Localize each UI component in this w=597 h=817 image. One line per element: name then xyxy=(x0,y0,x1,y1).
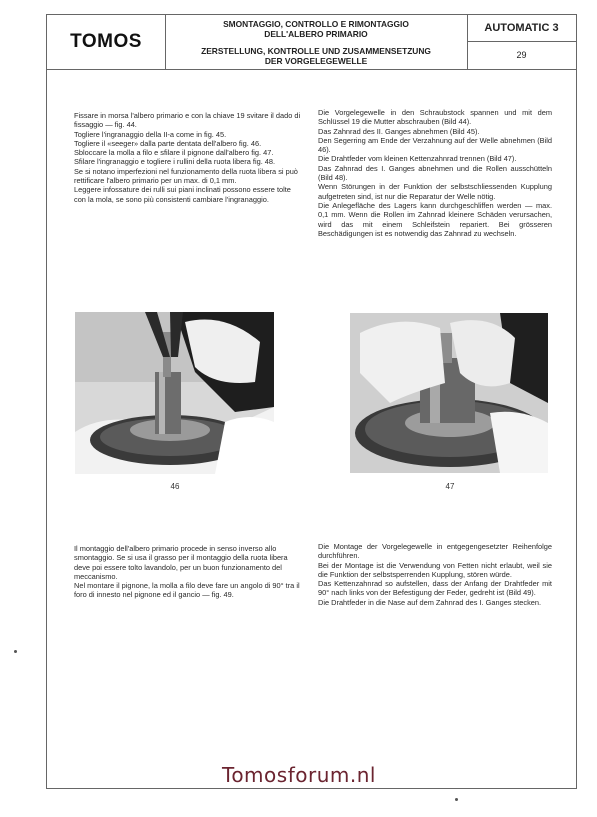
italian-disassembly-text: Fissare in morsa l'albero primario e con la chiave 19 svitare il dado di fissaggio — fig. 44. Togliere l'ingranaggio della II-a come in fig. 45. Togliere il «seeger» dalla parte dentata dell'albero fig. 46. Sbloccare la molla a filo e sfilare il pignone dall'albero fig. 47. Sfilare l'ingranaggio e togliere i rullini della ruota libera fig. 48. Se si notano imperfezioni nel funzionamento della ruota libera si può rettificare l'albero primario per un max. di 0,1 mm. Leggere infossature dei rulli sui piani inclinati possono essere tolte con la mola, se sono più consistenti cambiare l'ingranaggio. xyxy=(74,111,301,204)
page-number: 29 xyxy=(516,50,527,60)
figure-47-photo xyxy=(350,313,548,473)
title-italian: SMONTAGGIO, CONTROLLO E RIMONTAGGIO DELL'ALBERO PRIMARIO xyxy=(223,19,409,39)
watermark: Tomosforum.nl xyxy=(222,763,376,787)
page-header xyxy=(47,15,576,70)
scan-speck xyxy=(14,650,17,653)
italian-assembly-text: Il montaggio dell'albero primario procede in senso inverso allo smontaggio. Se si usa il grasso per il montaggio della ruota libera deve poi essere tolto lavandolo, per un buon funzionamento del meccanismo. Nel montare il pignone, la molla a filo deve fare un angolo di 90° tra il foro di innesto nel pignone ed il gancio — fig. 49. xyxy=(74,544,300,600)
model-name: AUTOMATIC 3 xyxy=(467,15,576,42)
title-german: ZERSTELLUNG, KONTROLLE UND ZUSAMMENSETZUNG DER VORGELEGEWELLE xyxy=(201,46,431,66)
german-assembly-text: Die Montage der Vorgelegewelle in entgegengesetzter Reihenfolge durchführen. Bei der Montage ist die Verwendung von Fetten nicht erlaubt, weil sie die Funktion der selbstsperrenden Kupplung, stören würde. Das Kettenzahnrad so aufstellen, dass der Anfang der Drahtfeder mit 90° nach links von der Befestigung der Feder, gedreht ist (Bild 49). Die Drahtfeder in die Nase auf dem Zahnrad des I. Ganges stecken. xyxy=(318,542,552,607)
figure-46-photo xyxy=(75,312,274,474)
scan-speck xyxy=(455,798,458,801)
section-title xyxy=(165,15,468,69)
german-disassembly-text: Die Vorgelegewelle in den Schraubstock spannen und mit dem Schlüssel 19 die Mutter abschrauben (Bild 44). Das Zahnrad des II. Ganges abnehmen (Bild 45). Den Segerring am Ende der Verzahnung auf der Welle abnehmen (Bild 46). Die Drahtfeder vom kleinen Kettenzahnrad trennen (Bild 47). Das Zahnrad des I. Ganges abnehmen und die Rollen ausschütteln (Bild 48). Wenn Störungen in der Funktion der selbstschliessenden Kupplung aufgetreten sind, ist nur die Reparatur der Welle nötig. Die Anlegefläche des Lagers kann durchgeschliffen werden — max. 0,1 mm. Wenn die Rollen im Zahnrad kleinere Schäden verursachen, wird das mit einem Schleifstein repariert. Bei grösseren Beschädigungen ist es notwendig das Zahnrad zu wechseln. xyxy=(318,108,552,238)
figure-46-label: 46 xyxy=(170,482,180,491)
figure-47-label: 47 xyxy=(445,482,455,491)
brand-logo: TOMOS xyxy=(47,15,166,69)
